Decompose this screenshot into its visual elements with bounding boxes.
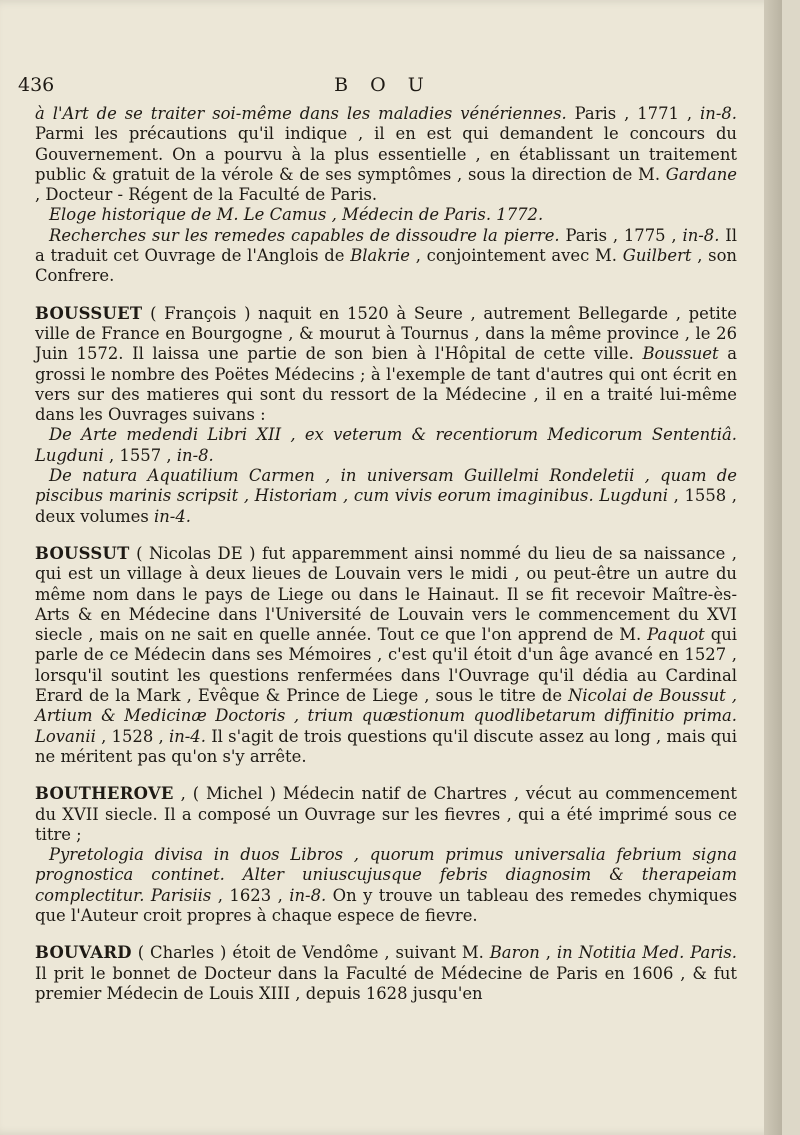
work-title-paragraph xyxy=(35,425,737,466)
italic-text: De natura Aquatilium Carmen , in universam Guillelmi Rondeletii , quam de piscibus marinis scripsit , Historiam , cum vivis eorum imaginibus. Lugduni xyxy=(35,466,737,506)
italic-text: in-8. xyxy=(289,885,327,905)
italic-text: Recherches sur les remedes capables de dissoudre la pierre. xyxy=(49,225,560,245)
text-run: Il prit le bonnet de Docteur dans la Faculté de Médecine de Paris en 1606 , & fut premier Médecin de Louis XIII , depuis 1628 jusqu'en xyxy=(35,963,737,1003)
continued-paragraph xyxy=(35,104,737,205)
text-run: Il a traduit cet Ouvrage de l'Anglois de xyxy=(35,225,737,266)
work-title-paragraph xyxy=(35,205,737,225)
italic-text: Gardane xyxy=(665,164,737,184)
text-run: Parmi les précautions qu'il indique , il en est qui demandent le concours du Gouvernement. On a pourvu à la plus essentielle , en établissant un traitement public & gratuit de la vérole & de ses symptômes , sous la direction de M. xyxy=(35,124,737,184)
work-title-paragraph xyxy=(35,226,737,287)
dictionary-entry xyxy=(35,784,737,845)
italic-text: in-4. xyxy=(168,726,206,746)
italic-text: in-4. xyxy=(154,506,191,526)
italic-text: in Notitia Med. Paris. xyxy=(556,943,737,963)
text-run: , son Confrere. xyxy=(35,246,737,286)
text-run: On y trouve un tableau des remedes chymiques que l'Auteur croit propres à chaque espece de fievre. xyxy=(35,885,737,925)
text-run: qui parle de ce Médecin dans ses Mémoires , c'est qu'il étoit d'un âge avancé en 1527 , lorsqu'il soutint les questions renfermées dans l'Ouvrage qu'il dédia au Cardinal Erard de la Mark , Evêque & Prince de Liege , sous le titre de xyxy=(35,625,737,706)
text-run: ( François ) naquit en 1520 à Seure , autrement Bellegarde , petite ville de France en Bourgogne , & mourut à Tournus , dans la même province , le 26 Juin 1572. Il laissa une partie de son bien à l'Hôpital de cette ville. xyxy=(35,303,737,364)
entry-headword: BOUTHEROVE xyxy=(35,784,174,804)
text-run: , 1558 , deux volumes xyxy=(35,486,737,526)
dictionary-entry xyxy=(35,304,737,426)
text-run: , xyxy=(539,943,557,963)
text-run: , 1528 , xyxy=(95,726,169,746)
text-run: , 1557 , xyxy=(103,445,177,465)
italic-text: Eloge historique de M. Le Camus , Médecin de Paris. 1772. xyxy=(49,205,544,225)
dictionary-entry xyxy=(35,544,737,767)
italic-text: Paquot xyxy=(647,625,705,645)
italic-text: Baron xyxy=(489,943,540,963)
page-number: 436 xyxy=(18,74,55,96)
italic-text: in-8. xyxy=(700,104,737,123)
italic-text: in-8. xyxy=(176,445,214,465)
text-run: a grossi le nombre des Poëtes Médecins ; à l'exemple de tant d'autres qui ont écrit en vers sur des matieres qui sont du ressort de la Médecine , il en a traité lui-même dans les Ouvrages suivans : xyxy=(35,344,737,425)
dictionary-entry xyxy=(35,943,737,1004)
italic-text: Boussuet xyxy=(642,344,719,364)
work-title-paragraph xyxy=(35,466,737,527)
entry-headword: BOUSSUET xyxy=(35,303,143,323)
page-edge xyxy=(764,0,782,1135)
page-header xyxy=(18,74,748,100)
running-head: B O U xyxy=(334,74,432,96)
italic-text: Guilbert xyxy=(622,246,692,266)
italic-text: à l'Art de se traiter soi-même dans les maladies vénériennes. xyxy=(35,104,567,123)
text-run: , conjointement avec M. xyxy=(409,246,623,266)
italic-text: De Arte medendi Libri XII , ex veterum & recentiorum Medicorum Sententiâ. Lugduni xyxy=(35,425,737,465)
text-run: Paris , 1775 , xyxy=(559,225,683,245)
work-title-paragraph xyxy=(35,845,737,926)
text-run: , ( Michel ) Médecin natif de Chartres , vécut au commencement du XVII siecle. Il a composé un Ouvrage sur les fievres , qui a été imprimé sous ce titre ; xyxy=(35,784,737,844)
text-run: ( Charles ) étoit de Vendôme , suivant M. xyxy=(131,943,490,963)
page-body-text xyxy=(35,104,737,1004)
italic-text: Nicolai de Boussut , Artium & Medicinæ Doctoris , trium quæstionum quodlibetarum diffinitio prima. Lovanii xyxy=(35,686,737,746)
text-run: , Docteur - Régent de la Faculté de Paris. xyxy=(35,185,378,205)
italic-text: Blakrie xyxy=(350,246,410,266)
italic-text: in-8. xyxy=(682,225,720,245)
entry-headword: BOUVARD xyxy=(35,943,132,963)
text-run: ( Nicolas DE ) fut apparemment ainsi nommé du lieu de sa naissance , qui est un village à deux lieues de Louvain vers le midi , ou peut-être un autre du même nom dans le pays de Liege ou dans le Hainaut. Il se fit recevoir Maître-ès-Arts & en Médecine dans l'Université de Louvain vers le commencement du XVI siecle , mais on ne sait en quelle année. Tout ce que l'on apprend de M. xyxy=(35,543,737,645)
italic-text: Pyretologia divisa in duos Libros , quorum primus universalia febrium signa prognostica continet. Alter uniuscujusque febris diagnosim & therapeiam complectitur. Parisiis xyxy=(35,845,737,905)
text-run: Il s'agit de trois questions qu'il discute assez au long , mais qui ne méritent pas qu'on s'y arrête. xyxy=(35,726,737,766)
text-run: Paris , 1771 , xyxy=(566,104,701,123)
entry-headword: BOUSSUT xyxy=(35,543,130,563)
text-run: , 1623 , xyxy=(211,885,290,905)
